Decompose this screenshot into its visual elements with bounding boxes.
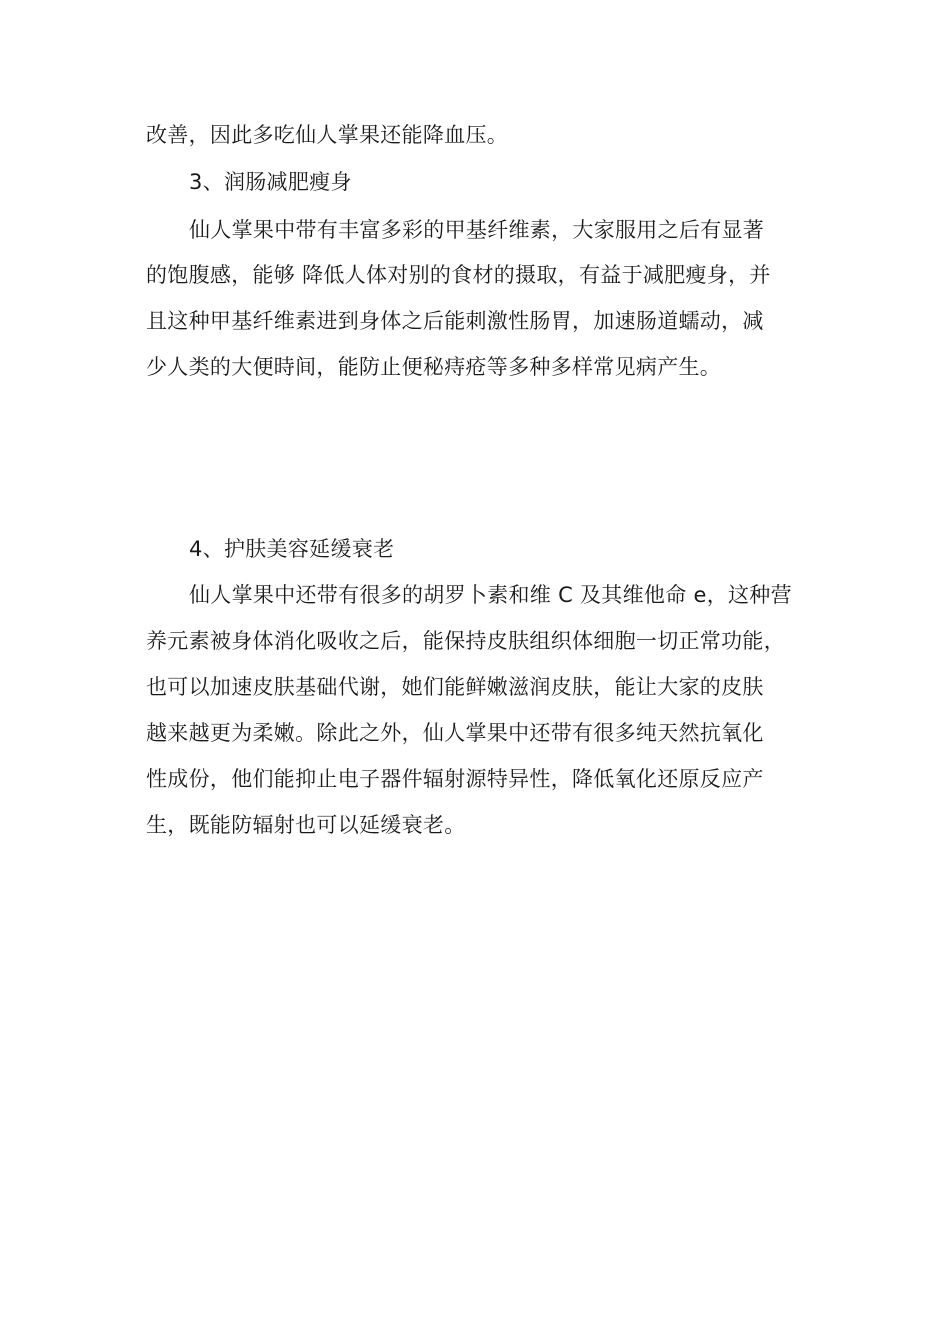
section-3-heading: 3、润肠减肥瘦身 — [189, 170, 352, 194]
section-3-paragraph-line: 且这种甲基纤维素进到身体之后能刺激性肠胃，加速肠道蠕动，减 — [146, 309, 764, 333]
section-4-heading: 4、护肤美容延缓衰老 — [189, 537, 395, 561]
section-4-paragraph-line: 生，既能防辐射也可以延缓衰老。 — [146, 813, 466, 837]
section-3-paragraph-line: 少人类的大便時间，能防止便秘痔疮等多种多样常见病产生。 — [146, 355, 722, 379]
section-4-paragraph-line: 越来越更为柔嫩。除此之外，仙人掌果中还带有很多纯天然抗氧化 — [146, 721, 764, 745]
section-4-paragraph-line: 仙人掌果中还带有很多的胡罗卜素和维 C 及其维他命 e，这种营 — [189, 583, 792, 607]
intro-line: 改善，因此多吃仙人掌果还能降血压。 — [146, 123, 509, 147]
section-4-paragraph-line: 性成份，他们能抑止电子器件辐射源特异性，降低氧化还原反应产 — [146, 767, 764, 791]
section-4-paragraph-line: 也可以加速皮肤基础代谢，她们能鲜嫩滋润皮肤，能让大家的皮肤 — [146, 675, 764, 699]
section-4-paragraph-line: 养元素被身体消化吸收之后，能保持皮肤组织体细胞一切正常功能， — [146, 629, 785, 653]
section-3-paragraph-line: 的饱腹感，能够 降低人体对别的食材的摄取，有益于减肥瘦身，并 — [146, 263, 771, 287]
section-3-paragraph-line: 仙人掌果中带有丰富多彩的甲基纤维素，大家服用之后有显著 — [189, 218, 765, 242]
